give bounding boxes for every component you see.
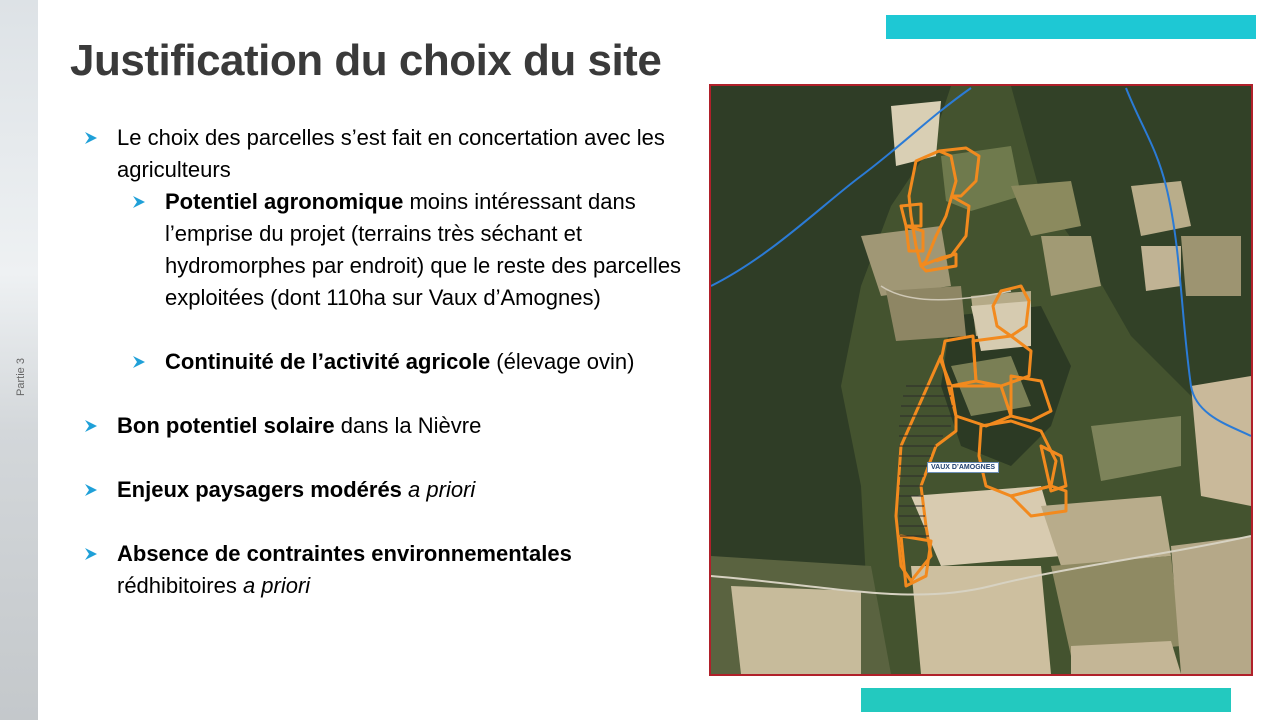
bullet-text (165, 189, 681, 310)
arrowhead-bullet-icon (84, 131, 98, 145)
accent-bar-top (886, 15, 1256, 39)
bullet-text-run: dans la Nièvre (334, 413, 482, 438)
bullet-text-run: a priori (408, 477, 476, 502)
sub-bullet-item (132, 346, 684, 378)
bullet-item (84, 538, 684, 602)
bullet-text-run: (élevage ovin) (490, 349, 635, 374)
bullet-item (84, 410, 684, 442)
bullet-text-run: rédhibitoires (117, 573, 243, 598)
section-label: Partie 3 (15, 358, 27, 396)
bullet-text-run: Absence de contraintes environnementales (117, 541, 572, 566)
bullet-item (84, 122, 684, 186)
bullet-text-run: Le choix des parcelles s’est fait en concertation avec les agriculteurs (117, 125, 665, 182)
page-title: Justification du choix du site (70, 36, 662, 85)
arrowhead-bullet-icon (132, 195, 146, 209)
bullet-item (84, 474, 684, 506)
sub-bullet-item (132, 186, 684, 314)
map-place-label: VAUX D’AMOGNES (927, 462, 999, 473)
bullet-list (84, 122, 684, 602)
aerial-map-image (711, 86, 1251, 674)
arrowhead-bullet-icon (84, 547, 98, 561)
arrowhead-bullet-icon (84, 483, 98, 497)
bullet-text-run: Enjeux paysagers modérés (117, 477, 402, 502)
bullet-text-run: a priori (242, 573, 311, 598)
bullet-text (117, 541, 572, 598)
arrowhead-bullet-icon (84, 419, 98, 433)
bullet-text (117, 413, 481, 438)
bullet-text (117, 125, 665, 182)
bullet-text-run: Potentiel agronomique (165, 189, 404, 214)
accent-bar-bottom (861, 688, 1231, 712)
arrowhead-bullet-icon (132, 355, 146, 369)
bullet-text-run: Continuité de l’activité agricole (165, 349, 491, 374)
bullet-text (165, 349, 635, 374)
bullet-text-run: Bon potentiel solaire (117, 413, 335, 438)
aerial-map (709, 84, 1253, 676)
bullet-text (117, 477, 475, 502)
bullet-text-run: moins intéressant dans l’emprise du projet (terrains très séchant et hydromorphes par endroit) que le reste des parcelles exploitées (dont 110ha sur Vaux d’Amognes) (165, 189, 682, 310)
